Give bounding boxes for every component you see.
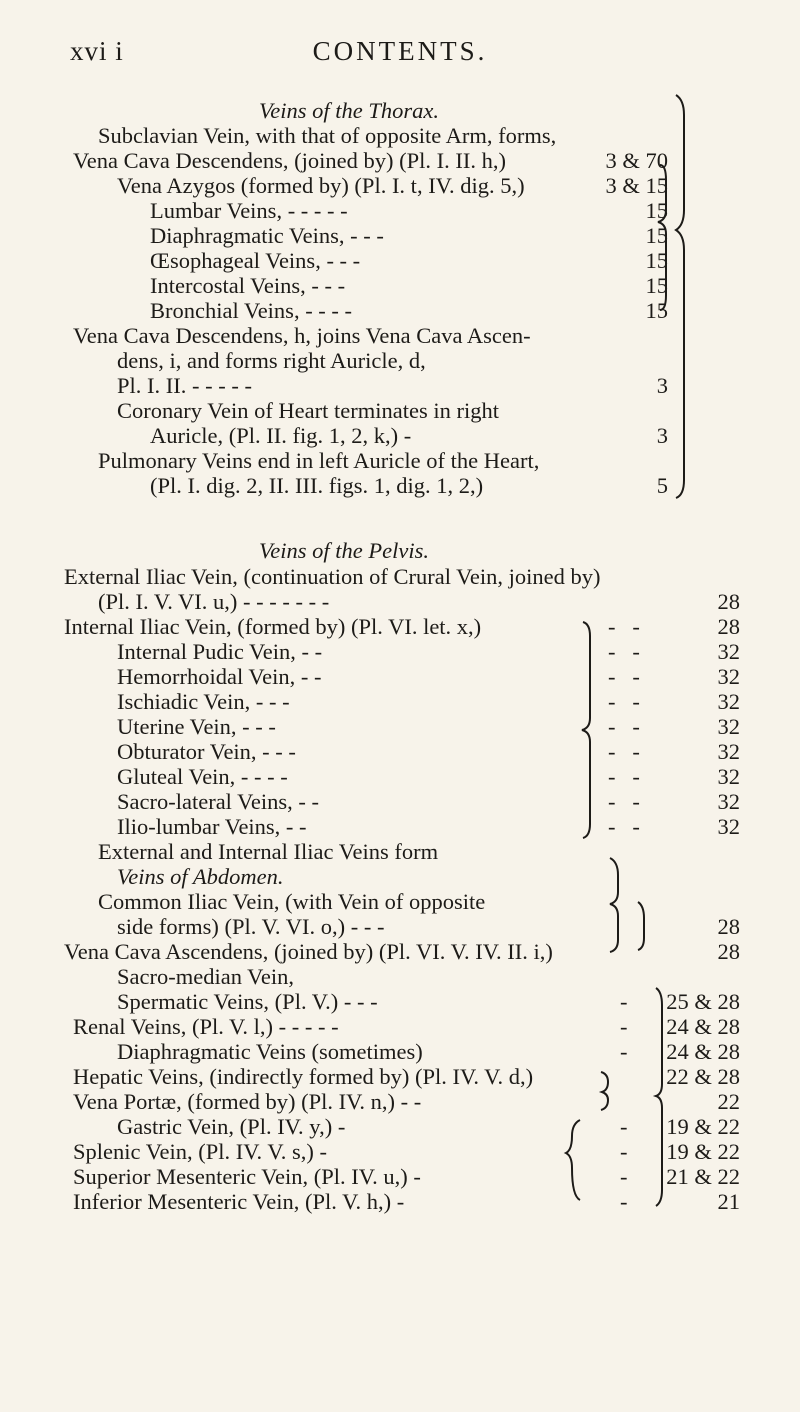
- leader-dash: -: [620, 989, 628, 1014]
- leader-dash: -: [620, 1014, 628, 1039]
- page-ref: 21 & 22: [666, 1164, 740, 1189]
- page-ref: 28: [717, 939, 740, 964]
- entry-external-iliac: External Iliac Vein, (continuation of Crural Vein, joined by): [64, 564, 601, 589]
- entry-vena-azygos: Vena Azygos (formed by) (Pl. I. t, IV. dig. 5,): [117, 173, 525, 198]
- page-ref: 24 & 28: [666, 1039, 740, 1064]
- leader-dash: -: [620, 1139, 628, 1164]
- brace-abdomen-hepatic: [601, 1072, 608, 1110]
- page-ref: 32: [717, 639, 740, 664]
- entry-subclavian: Subclavian Vein, with that of opposite Arm, forms,: [98, 123, 557, 148]
- entry-vena-cava-ascendens: Vena Cava Ascendens, (joined by) (Pl. VI. V. IV. II. i,): [64, 939, 553, 964]
- page-ref: 32: [717, 739, 740, 764]
- entry-internal-pudic: Internal Pudic Vein, - -: [117, 639, 323, 664]
- entry-vena-cava-joins: Vena Cava Descendens, h, joins Vena Cava Ascen-: [73, 323, 531, 348]
- leader-dashes: - -: [608, 714, 640, 739]
- leader-dashes: - -: [608, 664, 640, 689]
- entry-coronary-cont: Auricle, (Pl. II. fig. 1, 2, k,) -: [150, 423, 412, 448]
- page-ref: 3 & 15: [605, 173, 668, 198]
- entry-gastric: Gastric Vein, (Pl. IV. y,) -: [117, 1114, 346, 1139]
- entry-plate-ref: Pl. I. II. - - - - -: [117, 373, 252, 398]
- leader-dashes: - -: [608, 814, 640, 839]
- page-ref: 19 & 22: [666, 1139, 740, 1164]
- leader-dashes: - -: [608, 764, 640, 789]
- leader-dash: -: [620, 1114, 628, 1139]
- entry-ischiadic: Ischiadic Vein, - - -: [117, 689, 290, 714]
- brace-thorax-outer: [676, 95, 684, 498]
- entry-renal: Renal Veins, (Pl. V. l,) - - - - -: [73, 1014, 339, 1039]
- entry-vena-cava-descendens: Vena Cava Descendens, (joined by) (Pl. I. II. h,): [73, 148, 506, 173]
- entry-obturator: Obturator Vein, - - -: [117, 739, 296, 764]
- page-ref: 24 & 28: [666, 1014, 740, 1039]
- entry-hepatic: Hepatic Veins, (indirectly formed by) (Pl. IV. V. d,): [73, 1064, 534, 1089]
- entry-gluteal: Gluteal Vein, - - - -: [117, 764, 288, 789]
- entry-uterine: Uterine Vein, - - -: [117, 714, 276, 739]
- page-ref: 15: [645, 298, 668, 323]
- entry-diaphragmatic: Diaphragmatic Veins, - - -: [150, 223, 384, 248]
- entry-lumbar: Lumbar Veins, - - - - -: [150, 198, 348, 223]
- entry-sacro-median: Sacro-median Vein,: [117, 964, 295, 989]
- leader-dashes: - -: [608, 689, 640, 714]
- page-ref: 3: [656, 373, 668, 398]
- page-ref: 15: [645, 248, 668, 273]
- brace-thorax-inner: [658, 165, 666, 310]
- entry-superior-mesenteric: Superior Mesenteric Vein, (Pl. IV. u,) -: [73, 1164, 421, 1189]
- brace-abdomen-cava: [638, 902, 644, 950]
- page-ref: 32: [717, 714, 740, 739]
- page-ref: 22: [717, 1089, 740, 1114]
- page-ref: 32: [717, 664, 740, 689]
- entry-ilio-lumbar: Ilio-lumbar Veins, - -: [117, 814, 307, 839]
- entry-diaphragmatic-sometimes: Diaphragmatic Veins (sometimes): [117, 1039, 423, 1064]
- leader-dashes: - -: [608, 639, 640, 664]
- entry-coronary: Coronary Vein of Heart terminates in right: [117, 398, 499, 423]
- leader-dashes: - -: [608, 789, 640, 814]
- abdomen-heading: Veins of Abdomen.: [117, 864, 284, 889]
- page-ref: 3 & 70: [605, 148, 668, 173]
- entry-common-iliac: Common Iliac Vein, (with Vein of opposite: [98, 889, 486, 914]
- page-ref: 28: [717, 589, 740, 614]
- page-ref: 3: [656, 423, 668, 448]
- entry-vena-cava-joins-cont: dens, i, and forms right Auricle, d,: [117, 348, 426, 373]
- brace-abdomen-iliac: [610, 858, 618, 952]
- leader-dashes: - -: [608, 739, 640, 764]
- entry-common-iliac-cont: side forms) (Pl. V. VI. o,) - - -: [117, 914, 385, 939]
- page-ref: 32: [717, 814, 740, 839]
- entry-bronchial: Bronchial Veins, - - - -: [150, 298, 353, 323]
- page-ref: 5: [656, 473, 668, 498]
- entry-external-iliac-cont: (Pl. I. V. VI. u,) - - - - - - -: [98, 589, 330, 614]
- page-ref: 15: [645, 223, 668, 248]
- entry-pulmonary: Pulmonary Veins end in left Auricle of the Heart,: [98, 448, 540, 473]
- page-ref: 32: [717, 764, 740, 789]
- entry-external-internal-iliac: External and Internal Iliac Veins form: [98, 839, 439, 864]
- brace-pelvis: [582, 622, 590, 838]
- page-ref: 15: [645, 198, 668, 223]
- page-ref: 25 & 28: [666, 989, 740, 1014]
- page-ref: 32: [717, 789, 740, 814]
- page-number: xvi i: [70, 36, 124, 66]
- entry-vena-portae: Vena Portæ, (formed by) (Pl. IV. n,) - -: [73, 1089, 422, 1114]
- brace-abdomen-portal: [566, 1120, 580, 1200]
- page-ref: 28: [717, 614, 740, 639]
- entry-intercostal: Intercostal Veins, - - -: [150, 273, 346, 298]
- entry-internal-iliac: Internal Iliac Vein, (formed by) (Pl. VI. let. x,): [64, 614, 482, 639]
- page-ref: 19 & 22: [666, 1114, 740, 1139]
- page-ref: 21: [717, 1189, 740, 1214]
- entry-oesophageal: Œsophageal Veins, - - -: [150, 248, 361, 273]
- entry-hemorrhoidal: Hemorrhoidal Vein, - -: [117, 664, 322, 689]
- running-title: CONTENTS.: [312, 36, 488, 66]
- entry-spermatic: Spermatic Veins, (Pl. V.) - - -: [117, 989, 378, 1014]
- page-ref: 28: [717, 914, 740, 939]
- leader-dashes: - -: [608, 614, 640, 639]
- leader-dash: -: [620, 1164, 628, 1189]
- page-ref: 15: [645, 273, 668, 298]
- entry-splenic: Splenic Vein, (Pl. IV. V. s,) -: [73, 1139, 327, 1164]
- leader-dash: -: [620, 1039, 628, 1064]
- page-ref: 32: [717, 689, 740, 714]
- entry-inferior-mesenteric: Inferior Mesenteric Vein, (Pl. V. h,) -: [73, 1189, 405, 1214]
- page-ref: 22 & 28: [666, 1064, 740, 1089]
- thorax-heading: Veins of the Thorax.: [259, 98, 439, 123]
- entry-pulmonary-cont: (Pl. I. dig. 2, II. III. figs. 1, dig. 1, 2,): [150, 473, 484, 498]
- pelvis-heading: Veins of the Pelvis.: [259, 538, 429, 563]
- entry-sacro-lateral: Sacro-lateral Veins, - -: [117, 789, 320, 814]
- leader-dash: -: [620, 1189, 628, 1214]
- brace-abdomen-pages: [656, 988, 662, 1206]
